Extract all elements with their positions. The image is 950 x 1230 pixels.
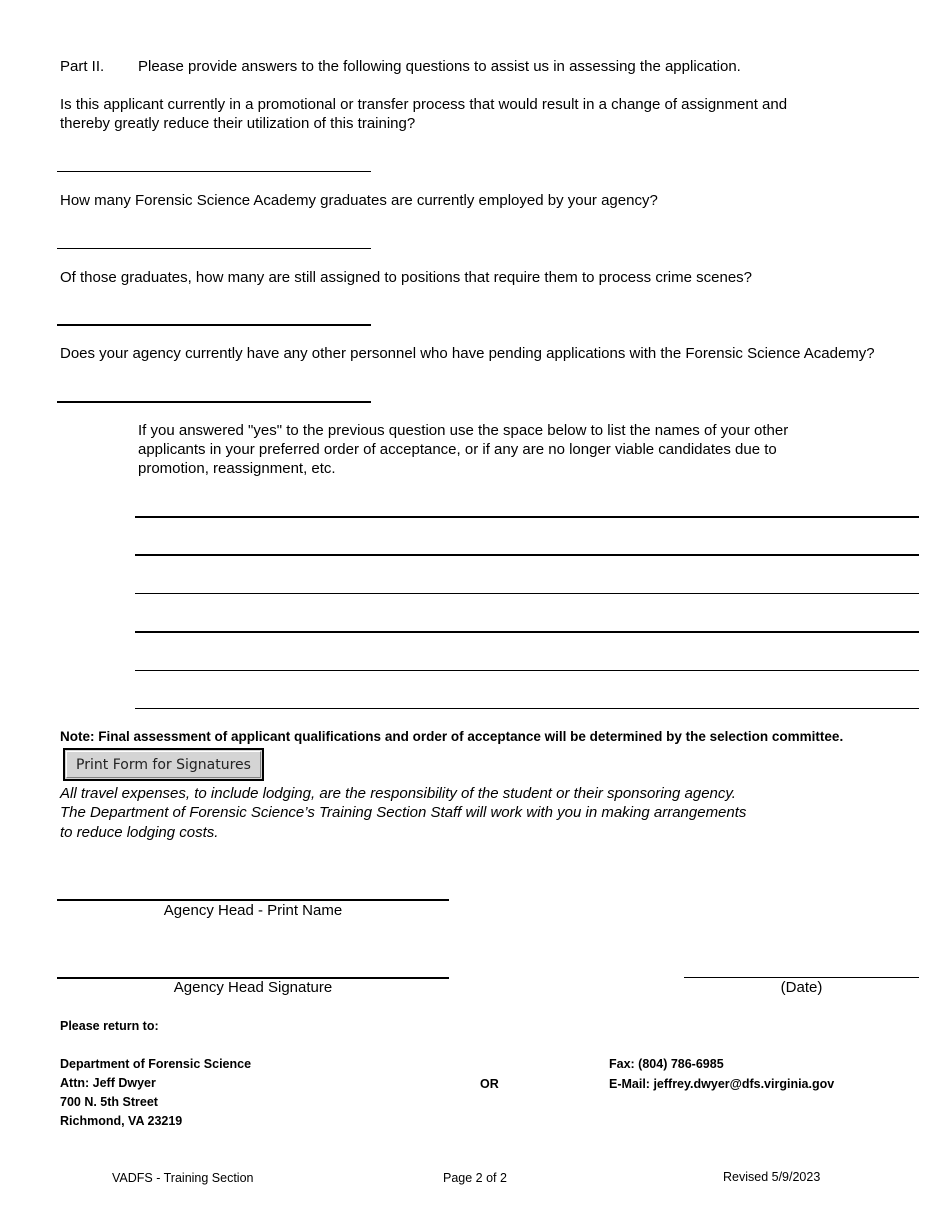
agency-head-name-label: Agency Head - Print Name: [163, 902, 343, 919]
applicant-entry-line: [135, 593, 919, 594]
footer-revised: Revised 5/9/2023: [723, 1170, 821, 1184]
footer-page-number: Page 2 of 2: [443, 1171, 507, 1185]
footer-left: VADFS - Training Section: [112, 1171, 254, 1185]
print-form-button-label: Print Form for Signatures: [76, 756, 251, 773]
question-1-answer-line: [57, 171, 371, 172]
return-email: E-Mail: jeffrey.dwyer@dfs.virginia.gov: [609, 1077, 835, 1091]
question-4-text: Does your agency currently have any other personnel who have pending applications with the Forensic Science Academy?: [60, 345, 875, 362]
question-1-answer-field[interactable]: [60, 150, 368, 170]
agency-head-signature-label: Agency Head Signature: [173, 979, 333, 996]
print-form-button[interactable]: [63, 748, 264, 781]
return-or: OR: [480, 1077, 499, 1091]
question-2-text: How many Forensic Science Academy graduates are currently employed by your agency?: [60, 192, 658, 209]
return-heading: Please return to:: [60, 1019, 159, 1033]
date-label: (Date): [780, 979, 823, 996]
return-attn: Attn: Jeff Dwyer: [60, 1076, 156, 1090]
applicant-entry-field[interactable]: [138, 495, 916, 515]
applicant-entry-field[interactable]: [138, 533, 916, 553]
followup-line2: applicants in your preferred order of acceptance, or if any are no longer viable candidates due to: [138, 441, 777, 458]
applicant-entry-line: [135, 670, 919, 671]
question-3-text: Of those graduates, how many are still assigned to positions that require them to process crime scenes?: [60, 269, 753, 286]
travel-line3: to reduce lodging costs.: [60, 824, 219, 841]
question-1-line2: thereby greatly reduce their utilization of this training?: [60, 115, 416, 132]
applicant-entry-line: [135, 631, 919, 633]
applicant-entry-field[interactable]: [138, 687, 916, 707]
question-4-answer-field[interactable]: [60, 380, 368, 400]
return-street: 700 N. 5th Street: [60, 1095, 158, 1109]
applicant-entry-field[interactable]: [138, 572, 916, 592]
applicant-entry-line: [135, 708, 919, 709]
selection-note: Note: Final assessment of applicant qualifications and order of acceptance will be determined by the selection committee.: [60, 729, 844, 744]
question-2-answer-field[interactable]: [60, 227, 368, 247]
date-field[interactable]: [687, 955, 916, 975]
question-4-answer-line: [57, 401, 371, 403]
travel-line2: The Department of Forensic Science’s Training Section Staff will work with you in making arrangements: [60, 804, 747, 821]
return-city: Richmond, VA 23219: [60, 1114, 183, 1128]
applicant-entry-line: [135, 554, 919, 556]
part-label: Part II.: [60, 58, 105, 75]
agency-head-signature-field[interactable]: [60, 955, 445, 975]
followup-line1: If you answered "yes" to the previous question use the space below to list the names of your other: [138, 422, 789, 439]
applicant-entry-line: [135, 516, 919, 518]
return-org: Department of Forensic Science: [60, 1057, 252, 1071]
part-intro: Please provide answers to the following questions to assist us in assessing the application.: [138, 58, 741, 75]
applicant-entry-field[interactable]: [138, 649, 916, 669]
question-1-line1: Is this applicant currently in a promotional or transfer process that would result in a change of assignment and: [60, 96, 788, 113]
return-fax: Fax: (804) 786-6985: [609, 1057, 724, 1071]
question-3-answer-line: [57, 324, 371, 326]
question-2-answer-line: [57, 248, 371, 249]
followup-line3: promotion, reassignment, etc.: [138, 460, 336, 477]
applicant-entry-field[interactable]: [138, 610, 916, 630]
agency-head-name-field[interactable]: [60, 878, 445, 898]
question-3-answer-field[interactable]: [60, 303, 368, 323]
travel-line1: All travel expenses, to include lodging, are the responsibility of the student or their sponsoring agency.: [60, 785, 736, 802]
